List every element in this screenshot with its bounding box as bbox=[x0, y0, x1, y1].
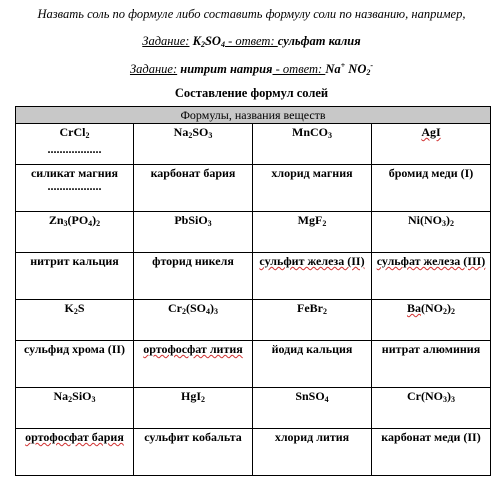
salt-name-text: ортофосфат бария bbox=[25, 430, 124, 444]
formula-cell[interactable] bbox=[16, 300, 134, 341]
formula-row bbox=[16, 300, 491, 341]
salt-name-text: хлорид магния bbox=[271, 166, 353, 180]
task-label: Задание: bbox=[142, 34, 190, 48]
example-line-2 bbox=[0, 58, 503, 81]
formula-text: $Ni(NO_3)_2$ bbox=[408, 213, 454, 228]
salt-name-cell[interactable] bbox=[134, 429, 253, 476]
formula-text: SnSO$_4$ bbox=[295, 389, 329, 404]
formula-text: MnCO$_3$ bbox=[292, 125, 332, 140]
salt-name-text: карбонат бария bbox=[150, 166, 236, 180]
answer-placeholder-dots: .................. bbox=[47, 179, 102, 193]
salt-name-cell[interactable] bbox=[253, 253, 372, 300]
salt-name-text: фторид никеля bbox=[152, 254, 234, 268]
formula-text: $Na_2SO_3$ bbox=[173, 125, 213, 140]
salt-name-cell[interactable] bbox=[16, 341, 134, 388]
salt-name-cell[interactable] bbox=[16, 253, 134, 300]
salt-name-text: бромид меди (I) bbox=[388, 166, 474, 180]
formula-cell[interactable] bbox=[253, 212, 372, 253]
answer-label: - ответ: bbox=[224, 34, 278, 48]
salt-name-cell[interactable] bbox=[253, 341, 372, 388]
table-header: Формулы, названия веществ bbox=[16, 107, 491, 124]
formula-cell[interactable] bbox=[134, 388, 253, 429]
salt-name-text: нитрит кальция bbox=[30, 254, 119, 268]
salt-name-cell[interactable] bbox=[253, 165, 372, 212]
formula-cell[interactable] bbox=[372, 124, 491, 165]
name-row bbox=[16, 253, 491, 300]
salt-name-cell[interactable] bbox=[372, 429, 491, 476]
section-title: Составление формул солей bbox=[174, 86, 329, 100]
formula-row bbox=[16, 388, 491, 429]
salts-table bbox=[15, 106, 491, 476]
formula-cell[interactable] bbox=[134, 212, 253, 253]
example-formula: $K_2SO_4$ bbox=[192, 34, 225, 49]
answer-placeholder-dots: .................. bbox=[47, 142, 102, 156]
name-row bbox=[16, 341, 491, 388]
formula-text: $K_2S$ bbox=[64, 301, 85, 316]
salt-name-text: хлорид лития bbox=[274, 430, 350, 444]
salt-name-cell[interactable] bbox=[134, 253, 253, 300]
formula-row bbox=[16, 212, 491, 253]
salt-name-text: сульфит железа (II) bbox=[259, 254, 365, 268]
formula-text: HgI$_2$ bbox=[180, 389, 205, 404]
formula-cell[interactable] bbox=[16, 388, 134, 429]
formula-text: $Na_2SiO_3$ bbox=[53, 389, 96, 404]
salt-name-cell[interactable] bbox=[372, 341, 491, 388]
formula-cell[interactable] bbox=[372, 300, 491, 341]
salt-name-cell[interactable] bbox=[372, 165, 491, 212]
formula-cell[interactable] bbox=[372, 388, 491, 429]
formula-text: MgF$_2$ bbox=[297, 213, 327, 228]
example-line-1 bbox=[0, 33, 503, 53]
formula-cell[interactable] bbox=[253, 300, 372, 341]
example-name: нитрит натрия bbox=[180, 62, 273, 76]
salt-name-text: сульфид хрома (II) bbox=[23, 342, 126, 356]
formula-cell[interactable] bbox=[16, 124, 134, 165]
formula-text: CrCl$_2$ bbox=[59, 125, 90, 140]
salt-name-cell[interactable] bbox=[134, 165, 253, 212]
task-label: Задание: bbox=[129, 62, 178, 76]
formula-cell[interactable] bbox=[372, 212, 491, 253]
name-row bbox=[16, 429, 491, 476]
instruction-text: Назвать соль по формуле либо составить формулу соли по названию, например, bbox=[37, 7, 466, 21]
salt-name-cell[interactable] bbox=[134, 341, 253, 388]
formula-cell[interactable] bbox=[134, 300, 253, 341]
salt-name-text: нитрат алюминия bbox=[381, 342, 481, 356]
formula-cell[interactable] bbox=[253, 124, 372, 165]
formula-row bbox=[16, 124, 491, 165]
instruction-line bbox=[0, 6, 503, 22]
name-row bbox=[16, 165, 491, 212]
salt-name-cell[interactable] bbox=[372, 253, 491, 300]
formula-text: PbSiO$_3$ bbox=[174, 213, 212, 228]
formula-cell[interactable] bbox=[253, 388, 372, 429]
salt-name-text: сульфат железа (III) bbox=[376, 254, 486, 268]
salt-name-text: сульфит кобальта bbox=[144, 430, 242, 444]
salt-name-text: силикат магния bbox=[30, 166, 119, 180]
example-ions: Na+ $NO_2^-$ bbox=[325, 61, 374, 77]
salt-name-text: ортофосфат лития bbox=[143, 342, 243, 356]
salt-name-text: йодид кальция bbox=[271, 342, 353, 356]
formula-text: $Cr_2(SO_4)_3$ bbox=[167, 301, 218, 316]
formula-text: $Zn_3(PO_4)_2$ bbox=[48, 213, 101, 228]
salt-name-cell[interactable] bbox=[16, 429, 134, 476]
answer-label: - ответ: bbox=[272, 62, 326, 76]
formula-text: AgI bbox=[421, 125, 441, 139]
formula-text: FeBr$_2$ bbox=[297, 301, 327, 316]
example-answer: сульфат калия bbox=[277, 34, 361, 48]
formula-text: $Ba(NO_2)_2$ bbox=[406, 301, 455, 316]
formula-text: $Cr(NO_3)_3$ bbox=[407, 389, 455, 404]
salt-name-cell[interactable] bbox=[253, 429, 372, 476]
salt-name-text: карбонат меди (II) bbox=[381, 430, 481, 444]
formula-cell[interactable] bbox=[16, 212, 134, 253]
salt-name-cell[interactable] bbox=[16, 165, 134, 212]
formula-cell[interactable] bbox=[134, 124, 253, 165]
